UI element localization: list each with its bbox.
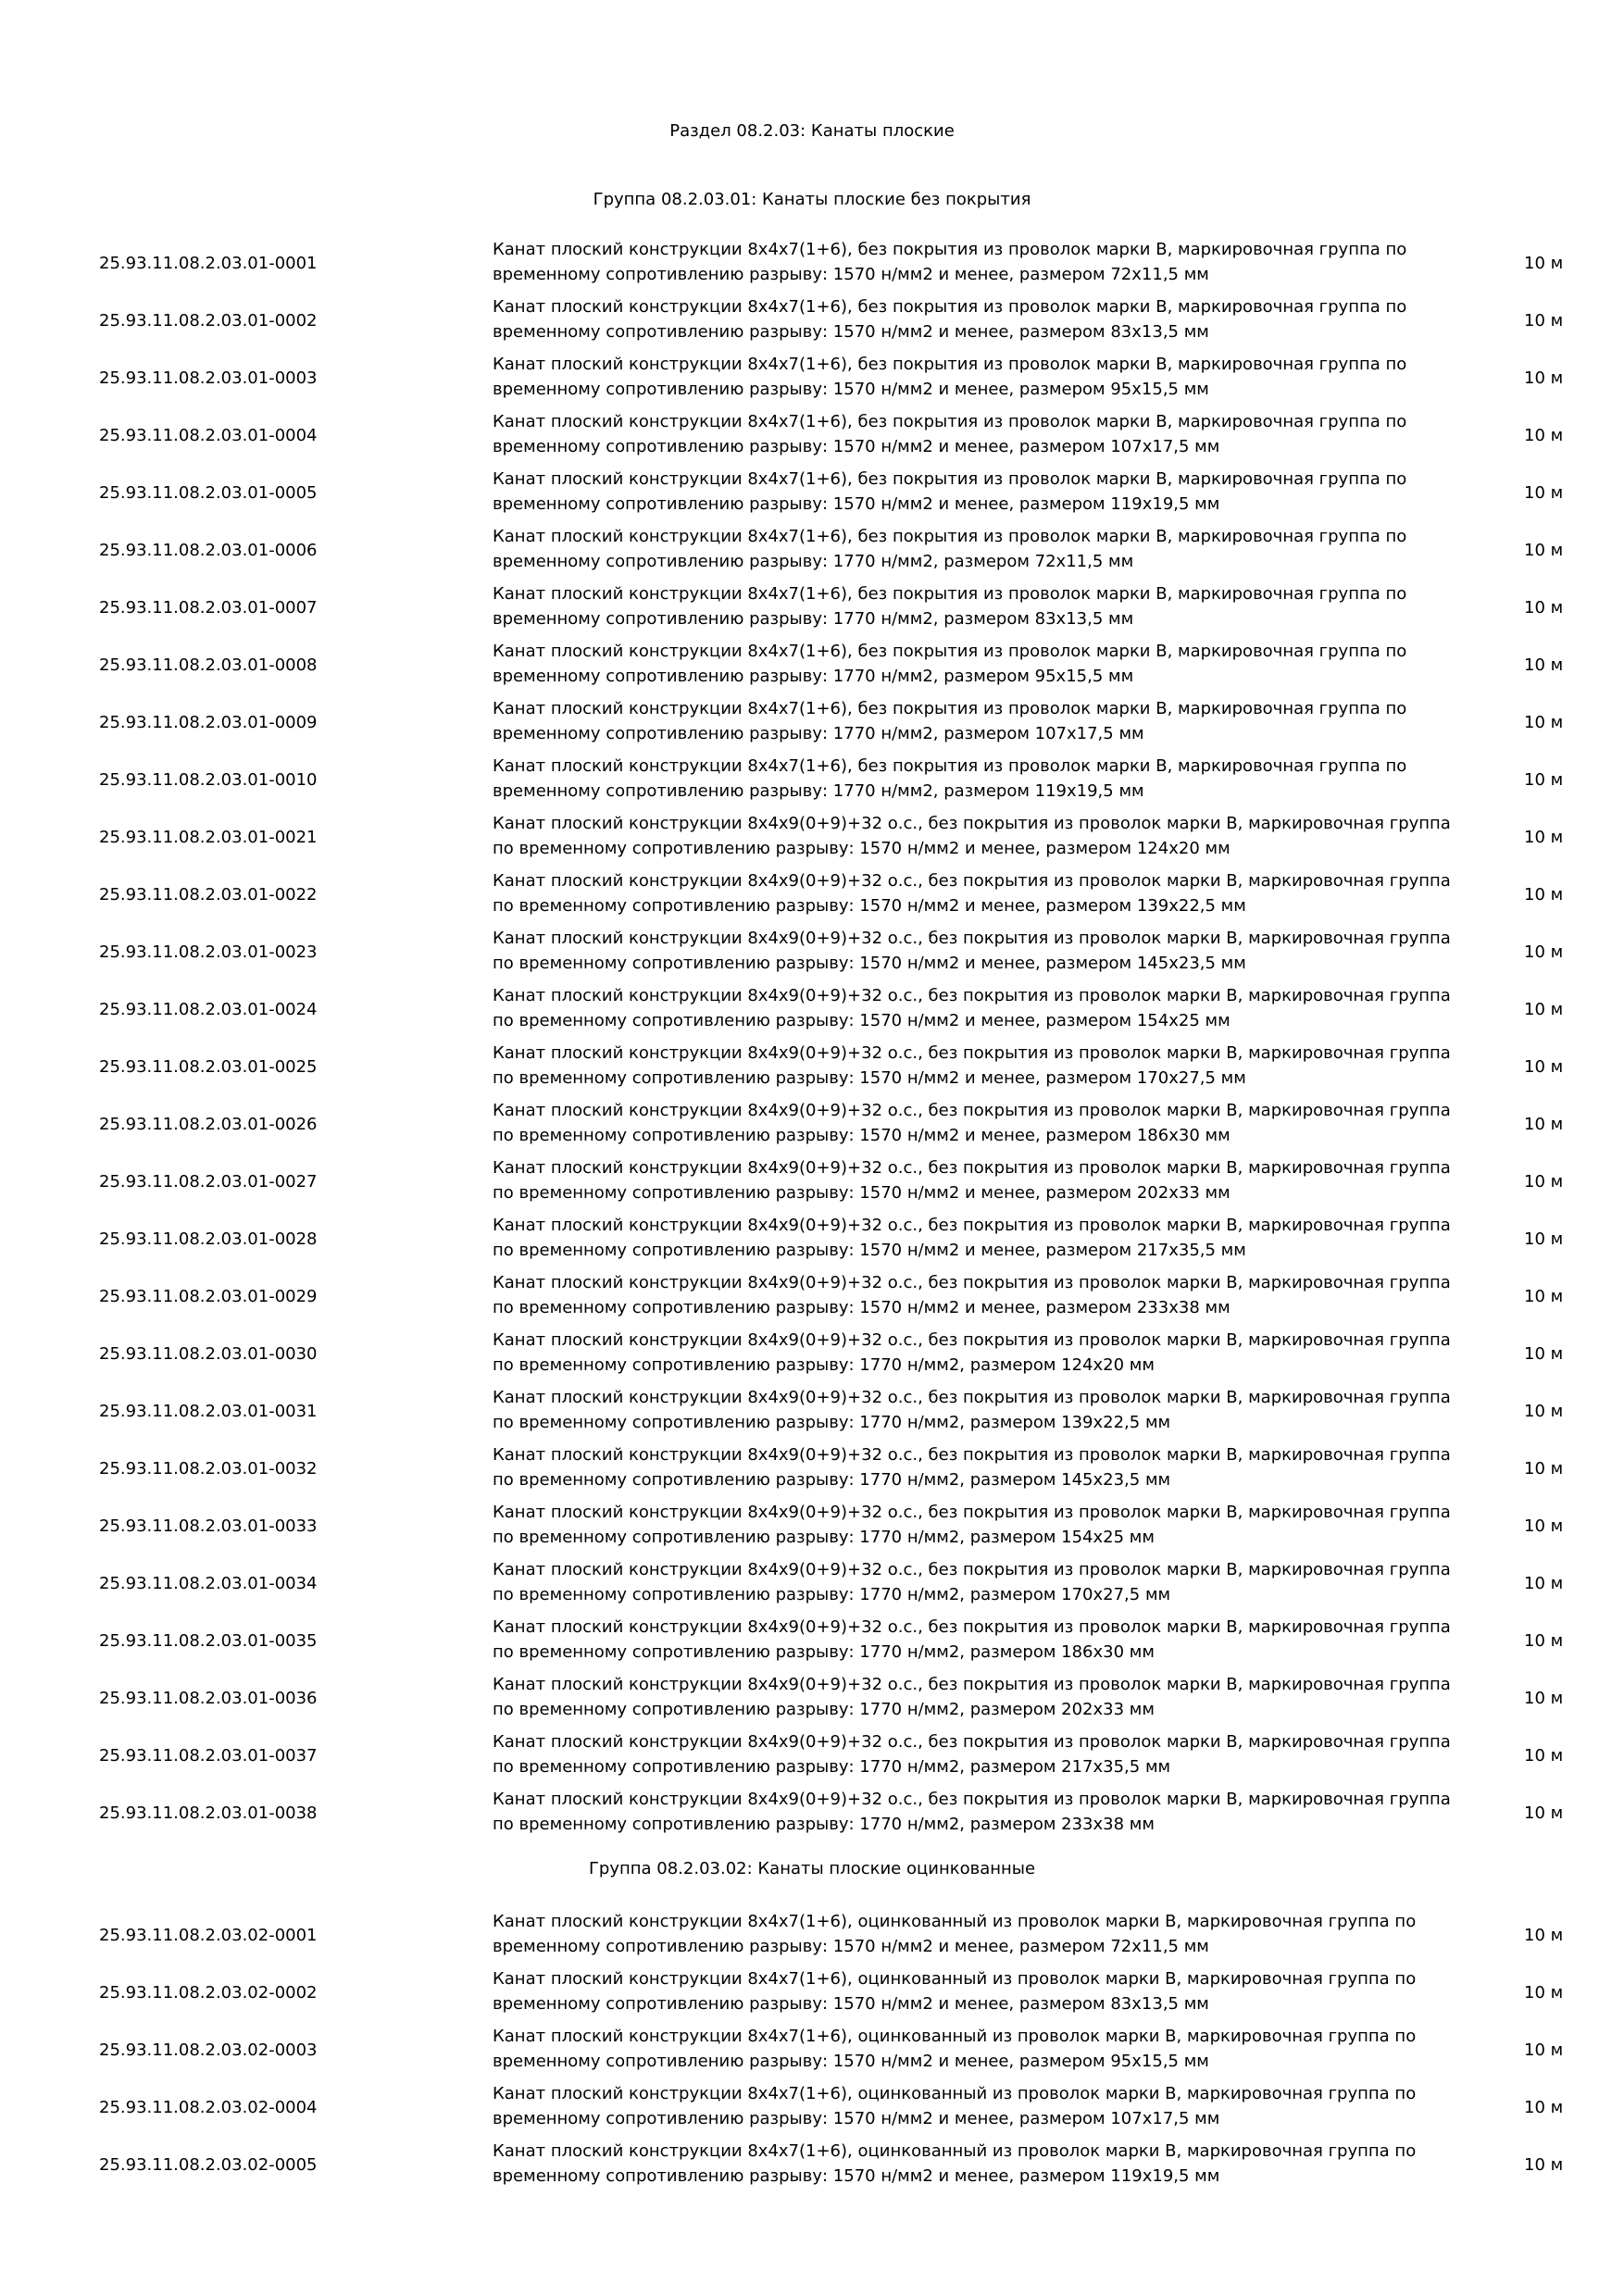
- item-unit: 10 м: [1524, 713, 1564, 732]
- item-code: 25.93.11.08.2.03.02-0001: [99, 1926, 318, 1945]
- item-description: Канат плоский конструкции 8x4x9(0+9)+32 о.с., без покрытия из проволок марки В, маркировочная группа по временному сопротивлению разрыву: 1770 н/мм2, размером 186x30 мм: [493, 1617, 1451, 1662]
- item-code: 25.93.11.08.2.03.01-0010: [99, 770, 318, 790]
- item-code: 25.93.11.08.2.03.01-0026: [99, 1115, 318, 1134]
- group-2-rows: [0, 1907, 1624, 2194]
- item-description: Канат плоский конструкции 8x4x9(0+9)+32 о.с., без покрытия из проволок марки В, маркировочная группа по временному сопротивлению разрыву: 1570 н/мм2 и менее, размером 217x35,5 мм: [493, 1216, 1451, 1260]
- item-description: Канат плоский конструкции 8x4x9(0+9)+32 о.с., без покрытия из проволок марки В, маркировочная группа по временному сопротивлению разрыву: 1770 н/мм2, размером 233x38 мм: [493, 1790, 1451, 1834]
- table-row: [0, 809, 1624, 867]
- item-code: 25.93.11.08.2.03.01-0032: [99, 1459, 318, 1479]
- item-unit: 10 м: [1524, 311, 1564, 331]
- item-code: 25.93.11.08.2.03.01-0025: [99, 1057, 318, 1077]
- table-row: [0, 580, 1624, 637]
- item-description: Канат плоский конструкции 8x4x7(1+6), оцинкованный из проволок марки В, маркировочная группа по временному сопротивлению разрыву: 1570 н/мм2 и менее, размером 119x19,5 мм: [493, 2141, 1417, 2186]
- item-code: 25.93.11.08.2.03.02-0003: [99, 2040, 318, 2060]
- item-unit: 10 м: [1524, 1459, 1564, 1479]
- item-description: Канат плоский конструкции 8x4x9(0+9)+32 о.с., без покрытия из проволок марки В, маркировочная группа по временному сопротивлению разрыву: 1770 н/мм2, размером 170x27,5 мм: [493, 1560, 1451, 1604]
- item-description: Канат плоский конструкции 8x4x9(0+9)+32 о.с., без покрытия из проволок марки В, маркировочная группа по временному сопротивлению разрыву: 1770 н/мм2, размером 145x23,5 мм: [493, 1445, 1451, 1490]
- item-unit: 10 м: [1524, 885, 1564, 905]
- table-row: [0, 1154, 1624, 1211]
- table-row: [0, 293, 1624, 350]
- table-row: [0, 694, 1624, 752]
- item-code: 25.93.11.08.2.03.01-0038: [99, 1803, 318, 1823]
- item-description: Канат плоский конструкции 8x4x7(1+6), без покрытия из проволок марки В, маркировочная группа по временному сопротивлению разрыву: 1570 н/мм2 и менее, размером 107x17,5 мм: [493, 412, 1407, 456]
- item-unit: 10 м: [1524, 1000, 1564, 1019]
- table-row: [0, 1441, 1624, 1498]
- item-code: 25.93.11.08.2.03.01-0036: [99, 1689, 318, 1708]
- table-row: [0, 2137, 1624, 2194]
- table-row: [0, 1670, 1624, 1728]
- item-code: 25.93.11.08.2.03.01-0034: [99, 1574, 318, 1593]
- item-description: Канат плоский конструкции 8x4x7(1+6), без покрытия из проволок марки В, маркировочная группа по временному сопротивлению разрыву: 1570 н/мм2 и менее, размером 83x13,5 мм: [493, 297, 1407, 342]
- item-code: 25.93.11.08.2.03.01-0005: [99, 483, 318, 503]
- item-description: Канат плоский конструкции 8x4x9(0+9)+32 о.с., без покрытия из проволок марки В, маркировочная группа по временному сопротивлению разрыву: 1570 н/мм2 и менее, размером 139x22,5 мм: [493, 871, 1451, 916]
- item-unit: 10 м: [1524, 1402, 1564, 1421]
- item-code: 25.93.11.08.2.03.01-0021: [99, 828, 318, 847]
- table-row: [0, 1326, 1624, 1383]
- item-description: Канат плоский конструкции 8x4x9(0+9)+32 о.с., без покрытия из проволок марки В, маркировочная группа по временному сопротивлению разрыву: 1770 н/мм2, размером 154x25 мм: [493, 1503, 1451, 1547]
- table-row: [0, 235, 1624, 293]
- item-description: Канат плоский конструкции 8x4x9(0+9)+32 о.с., без покрытия из проволок марки В, маркировочная группа по временному сопротивлению разрыву: 1570 н/мм2 и менее, размером 145x23,5 мм: [493, 929, 1451, 973]
- item-description: Канат плоский конструкции 8x4x7(1+6), без покрытия из проволок марки В, маркировочная группа по временному сопротивлению разрыву: 1770 н/мм2, размером 72x11,5 мм: [493, 527, 1407, 571]
- item-unit: 10 м: [1524, 254, 1564, 273]
- table-row: [0, 1383, 1624, 1441]
- table-row: [0, 1613, 1624, 1670]
- item-unit: 10 м: [1524, 828, 1564, 847]
- item-description: Канат плоский конструкции 8x4x9(0+9)+32 о.с., без покрытия из проволок марки В, маркировочная группа по временному сопротивлению разрыву: 1770 н/мм2, размером 202x33 мм: [493, 1675, 1451, 1719]
- table-row: [0, 1907, 1624, 1965]
- item-description: Канат плоский конструкции 8x4x7(1+6), без покрытия из проволок марки В, маркировочная группа по временному сопротивлению разрыву: 1770 н/мм2, размером 83x13,5 мм: [493, 584, 1407, 629]
- item-unit: 10 м: [1524, 1926, 1564, 1945]
- table-row: [0, 1268, 1624, 1326]
- item-description: Канат плоский конструкции 8x4x9(0+9)+32 о.с., без покрытия из проволок марки В, маркировочная группа по временному сопротивлению разрыву: 1570 н/мм2 и менее, размером 202x33 мм: [493, 1158, 1451, 1203]
- item-unit: 10 м: [1524, 1057, 1564, 1077]
- item-code: 25.93.11.08.2.03.02-0005: [99, 2155, 318, 2175]
- table-row: [0, 407, 1624, 465]
- table-row: [0, 522, 1624, 580]
- table-row: [0, 1728, 1624, 1785]
- group-title-1: Группа 08.2.03.01: Канаты плоские без покрытия: [593, 190, 1031, 209]
- item-description: Канат плоский конструкции 8x4x7(1+6), оцинкованный из проволок марки В, маркировочная группа по временному сопротивлению разрыву: 1570 н/мм2 и менее, размером 107x17,5 мм: [493, 2084, 1417, 2128]
- item-description: Канат плоский конструкции 8x4x9(0+9)+32 о.с., без покрытия из проволок марки В, маркировочная группа по временному сопротивлению разрыву: 1770 н/мм2, размером 139x22,5 мм: [493, 1388, 1451, 1432]
- table-row: [0, 1039, 1624, 1096]
- item-description: Канат плоский конструкции 8x4x7(1+6), без покрытия из проволок марки В, маркировочная группа по временному сопротивлению разрыву: 1770 н/мм2, размером 119x19,5 мм: [493, 756, 1407, 801]
- item-unit: 10 м: [1524, 1631, 1564, 1651]
- item-unit: 10 м: [1524, 655, 1564, 675]
- group-title-2: Группа 08.2.03.02: Канаты плоские оцинкованные: [588, 1859, 1036, 1878]
- item-code: 25.93.11.08.2.03.01-0001: [99, 254, 318, 273]
- item-unit: 10 м: [1524, 1983, 1564, 2003]
- table-row: [0, 2079, 1624, 2137]
- table-row: [0, 1785, 1624, 1842]
- item-description: Канат плоский конструкции 8x4x7(1+6), без покрытия из проволок марки В, маркировочная группа по временному сопротивлению разрыву: 1770 н/мм2, размером 107x17,5 мм: [493, 699, 1407, 743]
- item-description: Канат плоский конструкции 8x4x7(1+6), без покрытия из проволок марки В, маркировочная группа по временному сопротивлению разрыву: 1570 н/мм2 и менее, размером 72x11,5 мм: [493, 240, 1407, 284]
- table-row: [0, 1498, 1624, 1555]
- item-code: 25.93.11.08.2.03.02-0004: [99, 2098, 318, 2117]
- item-unit: 10 м: [1524, 1229, 1564, 1249]
- item-code: 25.93.11.08.2.03.02-0002: [99, 1983, 318, 2003]
- table-row: [0, 981, 1624, 1039]
- item-description: Канат плоский конструкции 8x4x7(1+6), оцинкованный из проволок марки В, маркировочная группа по временному сопротивлению разрыву: 1570 н/мм2 и менее, размером 72x11,5 мм: [493, 1912, 1417, 1956]
- item-description: Канат плоский конструкции 8x4x9(0+9)+32 о.с., без покрытия из проволок марки В, маркировочная группа по временному сопротивлению разрыву: 1770 н/мм2, размером 217x35,5 мм: [493, 1732, 1451, 1777]
- item-unit: 10 м: [1524, 1516, 1564, 1536]
- section-title: Раздел 08.2.03: Канаты плоские: [669, 121, 955, 141]
- item-unit: 10 м: [1524, 1287, 1564, 1306]
- item-description: Канат плоский конструкции 8x4x9(0+9)+32 о.с., без покрытия из проволок марки В, маркировочная группа по временному сопротивлению разрыву: 1570 н/мм2 и менее, размером 186x30 мм: [493, 1101, 1451, 1145]
- item-unit: 10 м: [1524, 368, 1564, 388]
- item-unit: 10 м: [1524, 1172, 1564, 1192]
- item-code: 25.93.11.08.2.03.01-0007: [99, 598, 318, 618]
- item-unit: 10 м: [1524, 1115, 1564, 1134]
- item-description: Канат плоский конструкции 8x4x9(0+9)+32 о.с., без покрытия из проволок марки В, маркировочная группа по временному сопротивлению разрыву: 1570 н/мм2 и менее, размером 233x38 мм: [493, 1273, 1451, 1317]
- item-unit: 10 м: [1524, 942, 1564, 962]
- item-description: Канат плоский конструкции 8x4x9(0+9)+32 о.с., без покрытия из проволок марки В, маркировочная группа по временному сопротивлению разрыву: 1770 н/мм2, размером 124x20 мм: [493, 1330, 1451, 1375]
- item-unit: 10 м: [1524, 1746, 1564, 1766]
- item-description: Канат плоский конструкции 8x4x7(1+6), без покрытия из проволок марки В, маркировочная группа по временному сопротивлению разрыву: 1570 н/мм2 и менее, размером 119x19,5 мм: [493, 469, 1407, 514]
- item-description: Канат плоский конструкции 8x4x7(1+6), без покрытия из проволок марки В, маркировочная группа по временному сопротивлению разрыву: 1770 н/мм2, размером 95x15,5 мм: [493, 642, 1407, 686]
- item-unit: 10 м: [1524, 1574, 1564, 1593]
- item-description: Канат плоский конструкции 8x4x7(1+6), без покрытия из проволок марки В, маркировочная группа по временному сопротивлению разрыву: 1570 н/мм2 и менее, размером 95x15,5 мм: [493, 355, 1407, 399]
- item-code: 25.93.11.08.2.03.01-0004: [99, 426, 318, 445]
- item-unit: 10 м: [1524, 2098, 1564, 2117]
- table-row: [0, 1965, 1624, 2022]
- item-description: Канат плоский конструкции 8x4x9(0+9)+32 о.с., без покрытия из проволок марки В, маркировочная группа по временному сопротивлению разрыву: 1570 н/мм2 и менее, размером 124x20 мм: [493, 814, 1451, 858]
- item-unit: 10 м: [1524, 1344, 1564, 1364]
- item-code: 25.93.11.08.2.03.01-0003: [99, 368, 318, 388]
- item-code: 25.93.11.08.2.03.01-0031: [99, 1402, 318, 1421]
- item-code: 25.93.11.08.2.03.01-0023: [99, 942, 318, 962]
- table-row: [0, 1555, 1624, 1613]
- item-description: Канат плоский конструкции 8x4x7(1+6), оцинкованный из проволок марки В, маркировочная группа по временному сопротивлению разрыву: 1570 н/мм2 и менее, размером 83x13,5 мм: [493, 1969, 1417, 2014]
- item-unit: 10 м: [1524, 770, 1564, 790]
- item-code: 25.93.11.08.2.03.01-0002: [99, 311, 318, 331]
- item-code: 25.93.11.08.2.03.01-0008: [99, 655, 318, 675]
- item-unit: 10 м: [1524, 1803, 1564, 1823]
- item-unit: 10 м: [1524, 483, 1564, 503]
- table-row: [0, 465, 1624, 522]
- table-row: [0, 2022, 1624, 2079]
- item-code: 25.93.11.08.2.03.01-0009: [99, 713, 318, 732]
- table-row: [0, 637, 1624, 694]
- item-code: 25.93.11.08.2.03.01-0035: [99, 1631, 318, 1651]
- item-unit: 10 м: [1524, 2040, 1564, 2060]
- item-description: Канат плоский конструкции 8x4x9(0+9)+32 о.с., без покрытия из проволок марки В, маркировочная группа по временному сопротивлению разрыву: 1570 н/мм2 и менее, размером 154x25 мм: [493, 986, 1451, 1030]
- item-code: 25.93.11.08.2.03.01-0022: [99, 885, 318, 905]
- item-code: 25.93.11.08.2.03.01-0028: [99, 1229, 318, 1249]
- item-code: 25.93.11.08.2.03.01-0029: [99, 1287, 318, 1306]
- item-code: 25.93.11.08.2.03.01-0030: [99, 1344, 318, 1364]
- item-unit: 10 м: [1524, 2155, 1564, 2175]
- item-code: 25.93.11.08.2.03.01-0033: [99, 1516, 318, 1536]
- item-unit: 10 м: [1524, 1689, 1564, 1708]
- item-code: 25.93.11.08.2.03.01-0024: [99, 1000, 318, 1019]
- item-code: 25.93.11.08.2.03.01-0027: [99, 1172, 318, 1192]
- table-row: [0, 924, 1624, 981]
- item-code: 25.93.11.08.2.03.01-0037: [99, 1746, 318, 1766]
- table-row: [0, 350, 1624, 407]
- item-unit: 10 м: [1524, 541, 1564, 560]
- item-unit: 10 м: [1524, 426, 1564, 445]
- table-row: [0, 867, 1624, 924]
- item-description: Канат плоский конструкции 8x4x7(1+6), оцинкованный из проволок марки В, маркировочная группа по временному сопротивлению разрыву: 1570 н/мм2 и менее, размером 95x15,5 мм: [493, 2027, 1417, 2071]
- item-code: 25.93.11.08.2.03.01-0006: [99, 541, 318, 560]
- table-row: [0, 1211, 1624, 1268]
- item-description: Канат плоский конструкции 8x4x9(0+9)+32 о.с., без покрытия из проволок марки В, маркировочная группа по временному сопротивлению разрыву: 1570 н/мм2 и менее, размером 170x27,5 мм: [493, 1043, 1451, 1088]
- item-unit: 10 м: [1524, 598, 1564, 618]
- table-row: [0, 752, 1624, 809]
- table-row: [0, 1096, 1624, 1154]
- group-1-rows: [0, 235, 1624, 1842]
